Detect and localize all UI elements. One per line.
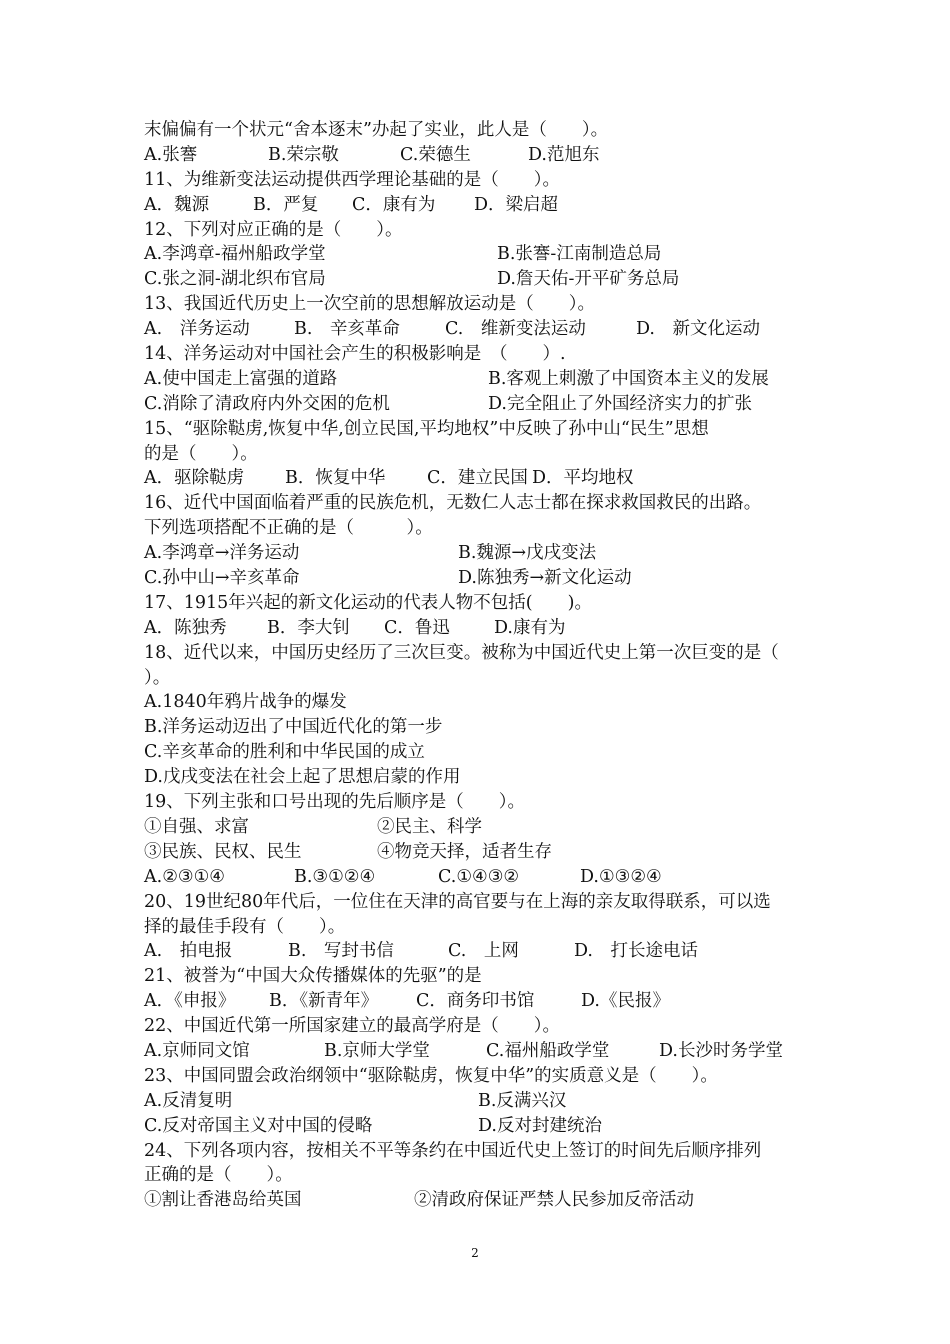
- options-row: [144, 143, 844, 168]
- option-item: C．鲁迅: [384, 617, 450, 638]
- options-row: [144, 865, 844, 890]
- option-item: B.张謇-江南制造总局: [497, 244, 662, 265]
- option-item: C.消除了清政府内外交困的危机: [144, 393, 390, 414]
- options-row: [144, 1039, 844, 1064]
- option-item: C．康有为: [352, 194, 436, 215]
- text-line: [144, 790, 844, 815]
- line-text: 末偏偏有一个状元“舍本逐末”办起了实业，此人是（ ）。: [144, 120, 609, 140]
- option-item: A．陈独秀: [144, 617, 227, 638]
- line-text: 21、被誉为“中国大众传播媒体的先驱”的是: [144, 966, 482, 987]
- option-item: D.詹天佑-开平矿务总局: [497, 269, 680, 290]
- option-item: D.《民报》: [581, 991, 670, 1012]
- options-row: [144, 193, 844, 218]
- option-item: D．平均地权: [532, 468, 634, 489]
- option-item: A.京师同文馆: [144, 1040, 250, 1061]
- line-text: 19、下列主张和口号出现的先后顺序是（ ）。: [144, 792, 526, 813]
- option-item: B．《新青年》: [269, 991, 379, 1012]
- options-row: [144, 1114, 844, 1139]
- option-item: C.荣德生: [400, 144, 471, 165]
- page-number: 2: [471, 1246, 479, 1260]
- option-item: C.福州船政学堂: [486, 1040, 610, 1061]
- text-line: [144, 292, 844, 317]
- line-text: ）。: [144, 667, 171, 688]
- option-item: C.反对帝国主义对中国的侵略: [144, 1115, 373, 1136]
- option-item: ②民主、科学: [377, 816, 482, 837]
- option-item: B．恢复中华: [285, 468, 386, 489]
- option-item: D. 打长途电话: [574, 941, 698, 962]
- option-item: A. 洋务运动: [144, 319, 250, 340]
- option-item: B.荣宗敬: [268, 144, 339, 165]
- line-text: 正确的是（ ）。: [144, 1165, 293, 1186]
- option-item: C. 维新变法运动: [445, 319, 586, 340]
- options-row: [144, 242, 844, 267]
- text-line: [144, 890, 844, 915]
- text-line: [144, 516, 844, 541]
- text-line: [144, 715, 844, 740]
- options-row: [144, 466, 844, 491]
- option-item: ①自强、求富: [144, 816, 249, 837]
- option-item: B.反满兴汉: [478, 1090, 567, 1111]
- option-item: B.客观上刺激了中国资本主义的发展: [488, 368, 769, 389]
- option-item: B. 写封书信: [288, 941, 394, 962]
- options-row: [144, 1188, 844, 1213]
- line-text: 16、近代中国面临着严重的民族危机，无数仁人志士都在探求救国救民的出路。: [144, 493, 762, 514]
- option-item: C.①④③②: [438, 866, 520, 887]
- option-item: C.孙中山→辛亥革命: [144, 568, 300, 589]
- line-text: B.洋务运动迈出了中国近代化的第一步: [144, 717, 443, 738]
- option-item: A.李鸿章→洋务运动: [144, 543, 300, 564]
- text-line: [144, 442, 844, 467]
- option-item: B．严复: [253, 194, 319, 215]
- line-text: 12、下列对应正确的是（ ）。: [144, 219, 403, 240]
- option-item: A．魏源: [144, 194, 210, 215]
- text-line: [144, 168, 844, 193]
- option-item: A.②③①④: [144, 866, 225, 887]
- line-text: 20、19世纪80年代后，一位住在天津的高官要与在上海的亲友取得联系，可以选: [144, 891, 771, 912]
- option-item: A．驱除鞑虏: [144, 468, 245, 489]
- options-row: [144, 267, 844, 292]
- option-item: D．梁启超: [474, 194, 559, 215]
- text-line: [144, 417, 844, 442]
- option-item: B.京师大学堂: [324, 1040, 430, 1061]
- option-item: D.长沙时务学堂: [659, 1040, 783, 1061]
- options-row: [144, 840, 844, 865]
- text-line: [144, 118, 844, 143]
- option-item: A.使中国走上富强的道路: [144, 368, 338, 389]
- line-text: 15、“驱除鞑虏,恢复中华,创立民国,平均地权”中反映了孙中山“民生”思想: [144, 418, 709, 439]
- option-item: B.③①②④: [294, 866, 376, 887]
- option-item: A.李鸿章-福州船政学堂: [144, 244, 326, 265]
- options-row: [144, 566, 844, 591]
- option-item: D.康有为: [494, 617, 566, 638]
- line-text: 17、1915年兴起的新文化运动的代表人物不包括( )。: [144, 592, 592, 613]
- text-line: [144, 964, 844, 989]
- option-item: D.反对封建统治: [478, 1115, 602, 1136]
- options-row: [144, 616, 844, 641]
- text-line: [144, 1163, 844, 1188]
- text-line: [144, 765, 844, 790]
- option-item: D. 新文化运动: [636, 319, 760, 340]
- line-text: A.1840年鸦片战争的爆发: [144, 692, 347, 713]
- text-line: [144, 591, 844, 616]
- option-item: C. 上网: [448, 941, 519, 962]
- option-item: ③民族、民权、民生: [144, 841, 302, 862]
- line-text: 14、洋务运动对中国社会产生的积极影响是 （ ）.: [144, 344, 566, 365]
- line-text: 13、我国近代历史上一次空前的思想解放运动是（ ）。: [144, 294, 596, 315]
- line-text: 11、为维新变法运动提供西学理论基础的是（ ）。: [144, 169, 561, 190]
- option-item: ①割让香港岛给英国: [144, 1190, 302, 1211]
- option-item: B．李大钊: [267, 617, 350, 638]
- line-text: 24、下列各项内容，按相关不平等条约在中国近代史上签订的时间先后顺序排列: [144, 1140, 762, 1161]
- line-text: D.戊戌变法在社会上起了思想启蒙的作用: [144, 767, 461, 788]
- option-item: C.张之洞-湖北织布官局: [144, 269, 326, 290]
- text-line: [144, 1064, 844, 1089]
- text-line: [144, 690, 844, 715]
- option-item: C．商务印书馆: [416, 991, 535, 1012]
- options-row: [144, 392, 844, 417]
- question-list: [144, 118, 844, 1213]
- line-text: 的是（ ）。: [144, 443, 258, 464]
- options-row: [144, 317, 844, 342]
- text-line: [144, 666, 844, 691]
- line-text: C.辛亥革命的胜利和中华民国的成立: [144, 742, 425, 763]
- option-item: A．《申报》: [144, 991, 236, 1012]
- text-line: [144, 740, 844, 765]
- option-item: D.完全阻止了外国经济实力的扩张: [488, 393, 752, 414]
- text-line: [144, 641, 844, 666]
- options-row: [144, 989, 844, 1014]
- line-text: 23、中国同盟会政治纲领中“驱除鞑虏，恢复中华”的实质意义是（ ）。: [144, 1065, 718, 1086]
- option-item: A.反清复明: [144, 1090, 233, 1111]
- line-text: 择的最佳手段有（ ）。: [144, 916, 346, 937]
- option-item: ④物竞天择，适者生存: [377, 841, 552, 862]
- option-item: D.①③②④: [580, 866, 662, 887]
- text-line: [144, 342, 844, 367]
- line-text: 22、中国近代第一所国家建立的最高学府是（ ）。: [144, 1016, 561, 1037]
- option-item: A.张謇: [144, 144, 198, 165]
- option-item: B. 辛亥革命: [294, 319, 400, 340]
- option-item: B.魏源→戊戌变法: [458, 543, 597, 564]
- line-text: 18、近代以来，中国历史经历了三次巨变。被称为中国近代史上第一次巨变的是（: [144, 642, 779, 663]
- options-row: [144, 541, 844, 566]
- option-item: C．建立民国: [427, 468, 528, 489]
- text-line: [144, 218, 844, 243]
- text-line: [144, 491, 844, 516]
- option-item: D.陈独秀→新文化运动: [458, 568, 632, 589]
- options-row: [144, 1089, 844, 1114]
- text-line: [144, 915, 844, 940]
- options-row: [144, 815, 844, 840]
- option-item: D.范旭东: [528, 144, 600, 165]
- text-line: [144, 1139, 844, 1164]
- option-item: A. 拍电报: [144, 941, 233, 962]
- options-row: [144, 367, 844, 392]
- option-item: ②清政府保证严禁人民参加反帝活动: [414, 1190, 694, 1211]
- text-line: [144, 1014, 844, 1039]
- line-text: 下列选项搭配不正确的是（ ）。: [144, 518, 433, 539]
- options-row: [144, 939, 844, 964]
